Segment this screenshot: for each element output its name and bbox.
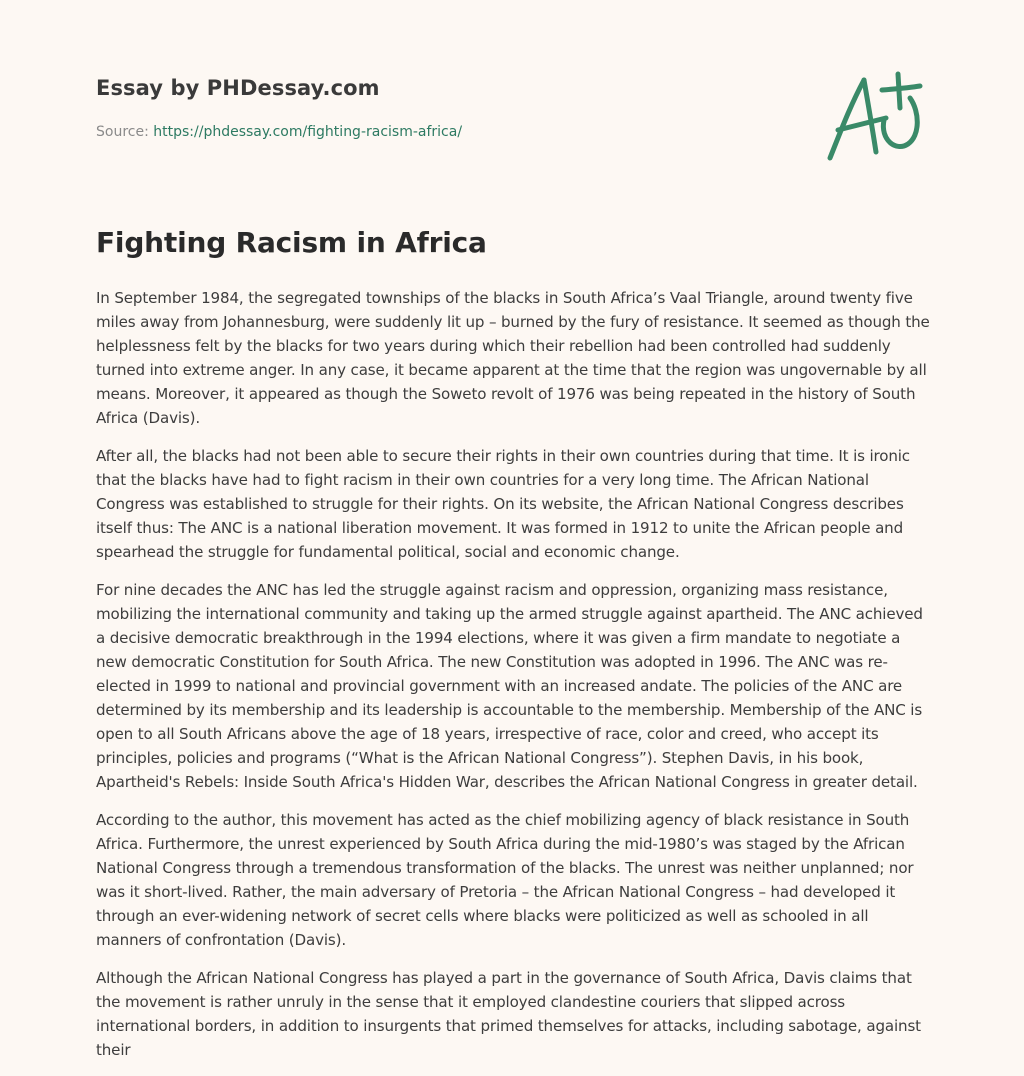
essay-paragraph: According to the author, this movement has acted as the chief mobilizing agency of black resistance in South Africa. Furthermore, the unrest experienced by South Africa during the mid-1980’s was staged by the African National Congress through a tremendous transformation of the blacks. The unrest was neither unplanned; nor was it short-lived. Rather, the main adversary of Pretoria – the African National Congress – had developed it through an ever-widening network of secret cells where blacks were politicized as well as schooled in all manners of confrontation (Davis). [96,811,914,949]
brand-title: Essay by PHDessay.com [96,76,380,100]
essay-paragraph: In September 1984, the segregated townships of the blacks in South Africa’s Vaal Triangle, around twenty five miles away from Johannesburg, were suddenly lit up – burned by the fury of resistance. It seemed as though the helplessness felt by the blacks for two years during which their rebellion had been controlled had suddenly turned into extreme anger. In any case, it became apparent at the time that the region was ungovernable by all means. Moreover, it appeared as though the Soweto revolt of 1976 was being repeated in the history of South Africa (Davis). [96,289,930,427]
essay-title: Fighting Racism in Africa [96,226,487,259]
a-plus-logo-icon [820,68,930,164]
source-label: Source: [96,124,149,140]
source-line [96,124,462,140]
essay-paragraph: After all, the blacks had not been able to secure their rights in their own countries during that time. It is ironic that the blacks have had to fight racism in their own countries for a very long time. The African National Congress was established to struggle for their rights. On its website, the African National Congress describes itself thus: The ANC is a national liberation movement. It was formed in 1912 to unite the African people and spearhead the struggle for fundamental political, social and economic change. [96,447,910,561]
essay-body [96,286,932,1076]
essay-paragraph: For nine decades the ANC has led the struggle against racism and oppression, organizing mass resistance, mobilizing the international community and taking up the armed struggle against apartheid. The ANC achieved a decisive democratic breakthrough in the 1994 elections, where it was given a firm mandate to negotiate a new democratic Constitution for South Africa. The new Constitution was adopted in 1996. The ANC was re-elected in 1999 to national and provincial government with an increased andate. The policies of the ANC are determined by its membership and its leadership is accountable to the membership. Membership of the ANC is open to all South Africans above the age of 18 years, irrespective of race, color and creed, who accept its principles, policies and programs (“What is the African National Congress”). Stephen Davis, in his book, Apartheid's Rebels: Inside South Africa's Hidden War, describes the African National Congress in greater detail. [96,581,923,791]
source-link[interactable]: https://phdessay.com/fighting-racism-africa/ [153,124,463,140]
essay-paragraph: Although the African National Congress has played a part in the governance of South Africa, Davis claims that the movement is rather unruly in the sense that it employed clandestine couriers that slipped across international borders, in addition to insurgents that primed themselves for attacks, including sabotage, against their [96,969,921,1059]
